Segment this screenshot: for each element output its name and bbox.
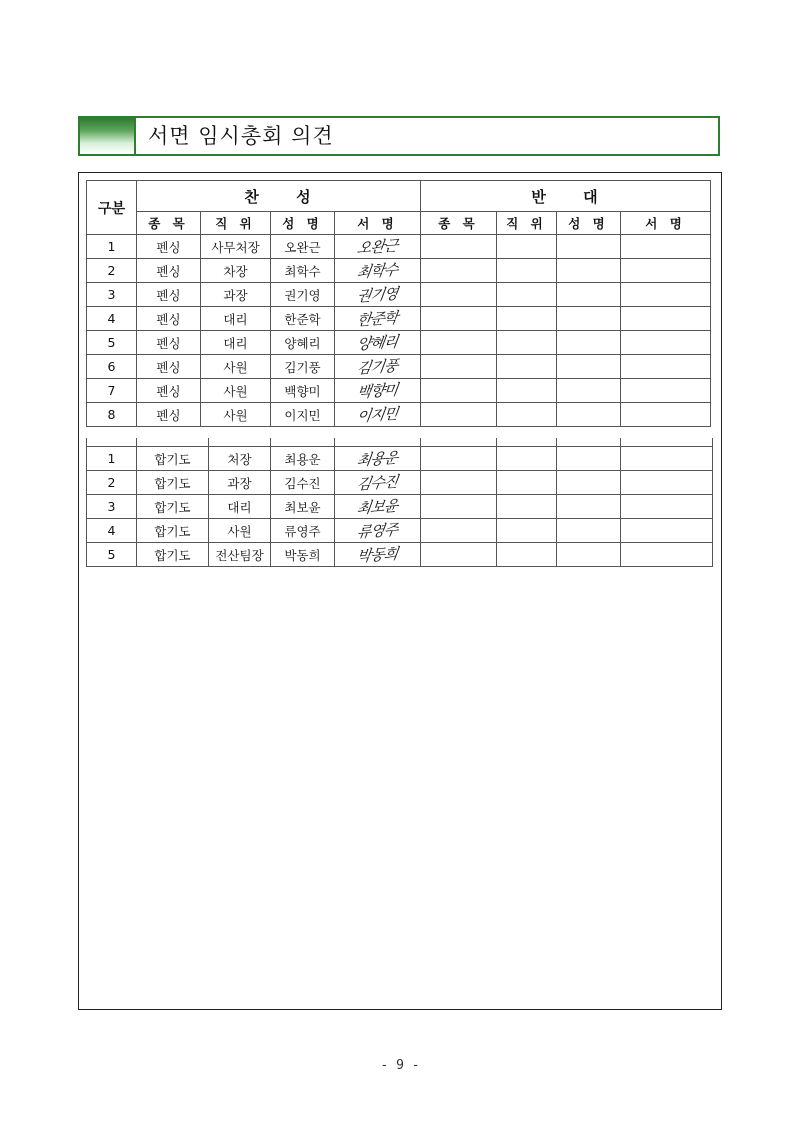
- group-against-header: 반 대: [421, 181, 711, 212]
- row-number: 8: [87, 403, 137, 427]
- row-number: 1: [87, 447, 137, 471]
- against-empty-cell: [621, 403, 711, 427]
- table-row: [87, 235, 711, 259]
- against-empty-cell: [421, 283, 497, 307]
- against-empty-cell: [557, 235, 621, 259]
- handwritten-signature: 이지민: [355, 404, 399, 426]
- row-number: 6: [87, 355, 137, 379]
- col-against-name: 성 명: [557, 212, 621, 235]
- row-name: 최용운: [271, 447, 335, 471]
- against-empty-cell: [557, 543, 621, 567]
- handwritten-signature: 최용운: [355, 448, 399, 470]
- row-position: 처장: [209, 447, 271, 471]
- row-name: 김수진: [271, 471, 335, 495]
- row-type: 펜싱: [137, 331, 201, 355]
- section-heading: [78, 116, 720, 156]
- row-type: 합기도: [137, 495, 209, 519]
- row-type: 합기도: [137, 471, 209, 495]
- handwritten-signature: 백향미: [355, 380, 399, 402]
- against-empty-cell: [421, 519, 497, 543]
- against-empty-cell: [557, 403, 621, 427]
- row-type: 펜싱: [137, 307, 201, 331]
- against-empty-cell: [621, 519, 713, 543]
- row-signature: [335, 519, 421, 543]
- against-empty-cell: [557, 447, 621, 471]
- against-empty-cell: [497, 447, 557, 471]
- handwritten-signature: 오완근: [355, 236, 399, 258]
- row-name: 이지민: [271, 403, 335, 427]
- vote-table-hapkido: [86, 438, 713, 567]
- against-empty-cell: [557, 471, 621, 495]
- against-empty-cell: [497, 307, 557, 331]
- row-type: 펜싱: [137, 259, 201, 283]
- row-signature: [335, 259, 421, 283]
- row-signature: [335, 307, 421, 331]
- row-position: 과장: [201, 283, 271, 307]
- table-row: [87, 259, 711, 283]
- against-empty-cell: [497, 331, 557, 355]
- row-number: 2: [87, 471, 137, 495]
- row-name: 최보윤: [271, 495, 335, 519]
- row-signature: [335, 235, 421, 259]
- row-signature: [335, 331, 421, 355]
- col-for-type: 종 목: [137, 212, 201, 235]
- against-empty-cell: [497, 403, 557, 427]
- row-number: 5: [87, 543, 137, 567]
- row-name: 권기영: [271, 283, 335, 307]
- row-position: 대리: [201, 307, 271, 331]
- handwritten-signature: 양혜리: [355, 332, 399, 354]
- against-empty-cell: [621, 543, 713, 567]
- table-row: [87, 403, 711, 427]
- heading-title: 서면 임시총회 의견: [148, 124, 334, 148]
- against-empty-cell: [557, 379, 621, 403]
- against-empty-cell: [421, 235, 497, 259]
- row-number: 4: [87, 307, 137, 331]
- row-position: 전산팀장: [209, 543, 271, 567]
- row-position: 사원: [201, 403, 271, 427]
- against-empty-cell: [557, 307, 621, 331]
- row-signature: [335, 379, 421, 403]
- row-number: 3: [87, 283, 137, 307]
- row-position: 사원: [201, 355, 271, 379]
- against-empty-cell: [421, 543, 497, 567]
- row-name: 김기풍: [271, 355, 335, 379]
- row-type: 펜싱: [137, 379, 201, 403]
- against-empty-cell: [421, 355, 497, 379]
- row-signature: [335, 447, 421, 471]
- row-name: 한준학: [271, 307, 335, 331]
- against-empty-cell: [621, 283, 711, 307]
- col-against-signature: 서 명: [621, 212, 711, 235]
- row-type: 합기도: [137, 519, 209, 543]
- page-number: - 9 -: [380, 1058, 420, 1073]
- against-empty-cell: [621, 447, 713, 471]
- handwritten-signature: 김기풍: [355, 356, 399, 378]
- against-empty-cell: [621, 259, 711, 283]
- against-empty-cell: [557, 519, 621, 543]
- row-type: 펜싱: [137, 403, 201, 427]
- against-empty-cell: [421, 331, 497, 355]
- row-signature: [335, 495, 421, 519]
- row-position: 사원: [201, 379, 271, 403]
- against-empty-cell: [621, 495, 713, 519]
- row-position: 차장: [201, 259, 271, 283]
- table-row: [87, 283, 711, 307]
- row-position: 사무처장: [201, 235, 271, 259]
- vote-table-fencing: [86, 180, 711, 427]
- against-empty-cell: [557, 283, 621, 307]
- against-empty-cell: [557, 495, 621, 519]
- table-row: [87, 495, 713, 519]
- row-signature: [335, 543, 421, 567]
- row-type: 펜싱: [137, 283, 201, 307]
- row-type: 펜싱: [137, 235, 201, 259]
- row-number: 7: [87, 379, 137, 403]
- row-position: 과장: [209, 471, 271, 495]
- col-for-position: 직 위: [201, 212, 271, 235]
- against-empty-cell: [421, 495, 497, 519]
- against-empty-cell: [421, 379, 497, 403]
- against-empty-cell: [621, 471, 713, 495]
- corner-label: 구분: [87, 181, 137, 235]
- against-empty-cell: [621, 235, 711, 259]
- col-against-position: 직 위: [497, 212, 557, 235]
- handwritten-signature: 김수진: [355, 472, 399, 494]
- table-row: [87, 355, 711, 379]
- row-name: 오완근: [271, 235, 335, 259]
- against-empty-cell: [621, 379, 711, 403]
- row-signature: [335, 283, 421, 307]
- against-empty-cell: [497, 543, 557, 567]
- col-for-signature: 서 명: [335, 212, 421, 235]
- row-name: 백향미: [271, 379, 335, 403]
- against-empty-cell: [421, 471, 497, 495]
- row-name: 최학수: [271, 259, 335, 283]
- table-row: [87, 447, 713, 471]
- against-empty-cell: [421, 447, 497, 471]
- against-empty-cell: [421, 259, 497, 283]
- row-type: 합기도: [137, 543, 209, 567]
- handwritten-signature: 류영주: [355, 520, 399, 542]
- table-row: [87, 307, 711, 331]
- against-empty-cell: [621, 331, 711, 355]
- row-name: 양혜리: [271, 331, 335, 355]
- against-empty-cell: [497, 519, 557, 543]
- against-empty-cell: [497, 259, 557, 283]
- row-name: 류영주: [271, 519, 335, 543]
- row-signature: [335, 403, 421, 427]
- row-name: 박동희: [271, 543, 335, 567]
- table-row: [87, 331, 711, 355]
- table-row: [87, 543, 713, 567]
- handwritten-signature: 한준학: [355, 308, 399, 330]
- against-empty-cell: [621, 307, 711, 331]
- against-empty-cell: [421, 403, 497, 427]
- group-for-header: 찬 성: [137, 181, 421, 212]
- row-signature: [335, 355, 421, 379]
- col-for-name: 성 명: [271, 212, 335, 235]
- table-row: [87, 471, 713, 495]
- row-number: 3: [87, 495, 137, 519]
- handwritten-signature: 박동희: [355, 544, 399, 566]
- row-type: 펜싱: [137, 355, 201, 379]
- row-position: 사원: [209, 519, 271, 543]
- table-row: [87, 519, 713, 543]
- handwritten-signature: 권기영: [355, 284, 399, 306]
- against-empty-cell: [497, 355, 557, 379]
- against-empty-cell: [557, 331, 621, 355]
- handwritten-signature: 최보윤: [355, 496, 399, 518]
- cut-edge-row: [87, 438, 713, 447]
- against-empty-cell: [497, 495, 557, 519]
- row-number: 2: [87, 259, 137, 283]
- col-against-type: 종 목: [421, 212, 497, 235]
- row-type: 합기도: [137, 447, 209, 471]
- table-row: [87, 379, 711, 403]
- against-empty-cell: [557, 355, 621, 379]
- row-number: 5: [87, 331, 137, 355]
- row-position: 대리: [209, 495, 271, 519]
- against-empty-cell: [421, 307, 497, 331]
- row-signature: [335, 471, 421, 495]
- against-empty-cell: [497, 471, 557, 495]
- heading-gradient-marker: [80, 118, 136, 154]
- against-empty-cell: [621, 355, 711, 379]
- against-empty-cell: [557, 259, 621, 283]
- against-empty-cell: [497, 283, 557, 307]
- against-empty-cell: [497, 379, 557, 403]
- row-number: 1: [87, 235, 137, 259]
- row-position: 대리: [201, 331, 271, 355]
- handwritten-signature: 최학수: [355, 260, 399, 282]
- against-empty-cell: [497, 235, 557, 259]
- row-number: 4: [87, 519, 137, 543]
